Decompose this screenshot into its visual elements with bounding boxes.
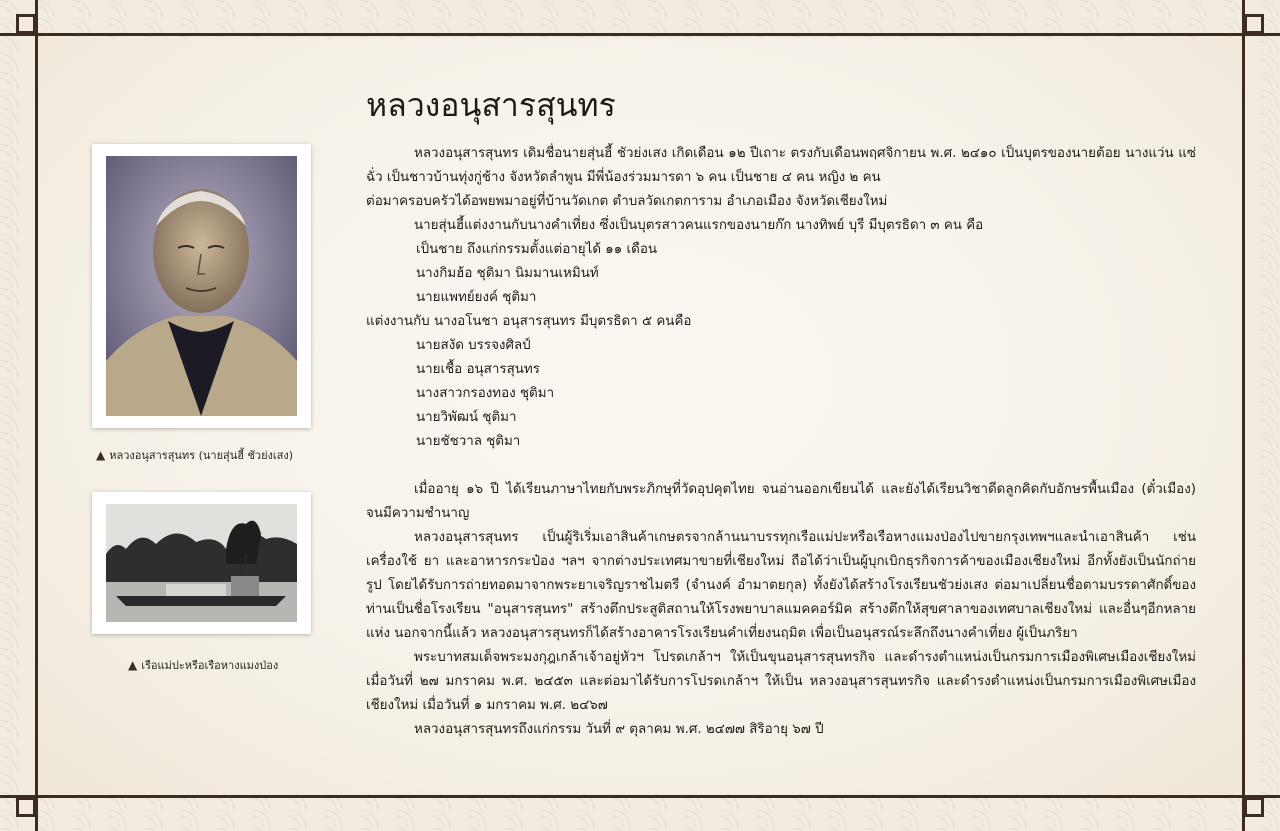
frame-corner-br-outer xyxy=(1244,797,1264,817)
portrait-illustration xyxy=(106,156,297,416)
frame-right-line xyxy=(1242,0,1245,831)
boat-image xyxy=(106,504,297,622)
paragraph: พระบาทสมเด็จพระมงกุฎเกล้าเจ้าอยู่หัวฯ โปรดเกล้าฯ ให้เป็นขุนอนุสารสุนทรกิจ และดำรงตำแหน่งเป็นกรมการเมืองพิเศษเมืองเชียงใหม่ เมื่อวันที่ ๒๗ มกราคม พ.ศ. ๒๔๕๓ และต่อมาได้รับการโปรดเกล้าฯ ให้เป็น หลวงอนุสารสุนทรกิจ และดำรงตำแหน่งเป็นกรมการเมืองพิเศษเมืองเชียงใหม่ เมื่อวันที่ ๑ มกราคม พ.ศ. ๒๔๖๗ xyxy=(366,650,1196,713)
frame-corner-bl-outer xyxy=(16,797,36,817)
paragraph: แต่งงานกับ นางอโนชา อนุสารสุนทร มีบุตรธิดา ๕ คนคือ xyxy=(366,314,692,329)
paragraph: หลวงอนุสารสุนทร เป็นผู้ริเริ่มเอาสินค้าเกษตรจากล้านนาบรรทุกเรือแม่ปะหรือเรือหางแมงป่องไปขายกรุงเทพฯและนำเอาสินค้า เช่น เครื่องใช้ ยา และอาหารกระป๋อง ฯลฯ จากต่างประเทศมาขายที่เชียงใหม่ ถือได้ว่าเป็นผู้บุกเบิกธุรกิจการค้าของเมืองเชียงใหม่ อีกทั้งยังเป็นนักถ่ายรูป โดยได้รับการถ่ายทอดมาจากพระยาเจริญราชไมตรี (จำนงค์ อำมาตยกุล) ทั้งยังได้สร้างโรงเรียนชัวย่งเสง ต่อมาเปลี่ยนชื่อตามบรรดาศักดิ์ของท่านเป็นชื่อโรงเรียน "อนุสารสุนทร" สร้างตึกประสูติสถานให้โรงพยาบาลแมคคอร์มิค สร้างตึกให้สุขศาลาของเทศบาลเชียงใหม่ และอื่นๆอีกหลายแห่ง นอกจากนี้แล้ว หลวงอนุสารสุนทรก็ได้สร้างอาคารโรงเรียนคำเที่ยงนฤมิต เพื่อเป็นอนุสรณ์ระลึกถึงนางคำเที่ยง ผู้เป็นภริยา xyxy=(366,530,1196,641)
boat-photo xyxy=(92,492,311,634)
paragraph: หลวงอนุสารสุนทร เดิมชื่อนายสุ่นฮี้ ชัวย่งเสง เกิดเดือน ๑๒ ปีเถาะ ตรงกับเดือนพฤศจิกายน พ.ศ. ๒๔๑๐ เป็นบุตรของนายต้อย นางแว่น แซ่ฉั่ว เป็นชาวบ้านทุ่งกู่ช้าง จังหวัดลำพูน มีพี่น้องร่วมมารดา ๖ คน เป็นชาย ๔ คน หญิง ๒ คน xyxy=(366,146,1196,185)
paragraph: ต่อมาครอบครัวได้อพยพมาอยู่ที่บ้านวัดเกต ตำบลวัดเกตการาม อำเภอเมือง จังหวัดเชียงใหม่ xyxy=(366,194,888,209)
frame-corner-tr-outer xyxy=(1244,14,1264,34)
list-item: นายเชื้อ อนุสารสุนทร xyxy=(416,362,540,377)
list-item: นายแพทย์ยงค์ ชุติมา xyxy=(416,290,537,305)
list-item: เป็นชาย ถึงแก่กรรมตั้งแต่อายุได้ ๑๑ เดือน xyxy=(416,242,658,257)
frame-top-line xyxy=(0,33,1280,36)
portrait-image xyxy=(106,156,297,416)
paragraph: นายสุ่นฮี้แต่งงานกับนางคำเที่ยง ซึ่งเป็นบุตรสาวคนแรกของนายก๊ก นางทิพย์ บุรี มีบุตรธิดา ๓ คน คือ xyxy=(414,218,984,233)
frame-bottom-line xyxy=(0,795,1280,798)
triangle-bullet-icon: ▲ xyxy=(128,658,138,672)
list-item: นายวิพัฒน์ ชุติมา xyxy=(416,410,517,425)
boat-caption xyxy=(128,656,278,674)
portrait-photo xyxy=(92,144,311,428)
boat-caption-text: เรือแม่ปะหรือเรือหางแมงป่อง xyxy=(141,659,279,672)
portrait-caption-text: หลวงอนุสารสุนทร (นายสุ่นฮี้ ชัวย่งเสง) xyxy=(109,449,294,462)
paragraph: เมื่ออายุ ๑๖ ปี ได้เรียนภาษาไทยกับพระภิกษุที่วัดอุปคุตไทย จนอ่านออกเขียนได้ และยังได้เรียนวิชาดีดลูกคิดกับอักษรพื้นเมือง (ตั๋วเมือง) จนมีความชำนาญ xyxy=(366,482,1196,521)
list-item: นายชัชวาล ชุติมา xyxy=(416,434,521,449)
paragraph: หลวงอนุสารสุนทรถึงแก่กรรม วันที่ ๙ ตุลาคม พ.ศ. ๒๔๗๗ สิริอายุ ๖๗ ปี xyxy=(414,722,824,737)
list-item: นางกิมฮ้อ ชุติมา นิมมานเหมินท์ xyxy=(416,266,599,281)
portrait-caption xyxy=(96,446,293,464)
boat-illustration xyxy=(106,504,297,622)
list-item: นายสงัด บรรจงศิลป์ xyxy=(416,338,531,353)
triangle-bullet-icon: ▲ xyxy=(96,448,106,462)
page-title: หลวงอนุสารสุนทร xyxy=(366,86,616,124)
list-item: นางสาวกรองทอง ชุติมา xyxy=(416,386,555,401)
biography-text xyxy=(366,142,1196,742)
frame-corner-tl-outer xyxy=(16,14,36,34)
paragraph-gap xyxy=(366,454,1196,478)
